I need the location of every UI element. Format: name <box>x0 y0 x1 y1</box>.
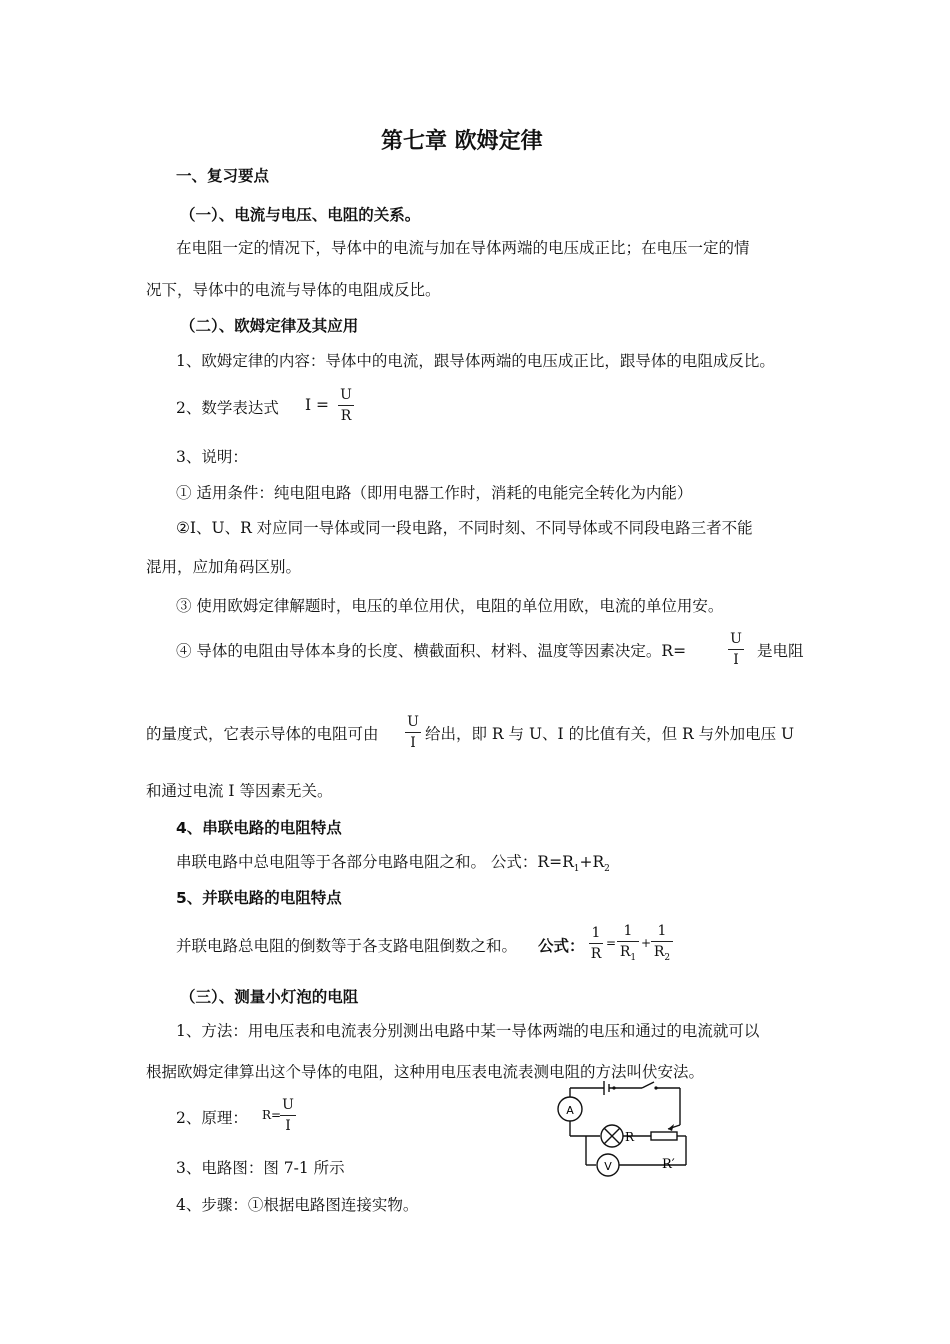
fraction-u-over-r <box>338 388 354 423</box>
parallel-text: 并联电路总电阻的倒数等于各支路电阻倒数之和。 <box>176 937 518 955</box>
denominator: I <box>733 652 739 668</box>
paragraph-line: 1、方法：用电压表和电流表分别测出电路中某一导体两端的电压和通过的电流就可以 <box>176 1022 760 1040</box>
fraction-u-over-i <box>728 632 744 667</box>
principle-formula-lhs: R= <box>262 1108 282 1122</box>
formula-lhs: I = <box>305 396 330 414</box>
fraction-bar <box>338 405 354 406</box>
ammeter-label: A <box>566 1104 574 1117</box>
list-item: 3、电路图：图 7-1 所示 <box>176 1159 345 1177</box>
r2: R <box>653 944 665 960</box>
equals-sign: = <box>606 936 617 950</box>
list-item: 4、步骤：①根据电路图连接实物。 <box>176 1196 419 1214</box>
numerator: U <box>282 1097 294 1113</box>
list-item: 2、数学表达式 <box>176 399 279 417</box>
denominator <box>617 945 639 965</box>
denominator: R <box>340 408 352 424</box>
resistor-label: R <box>625 1130 635 1144</box>
note-line: 给出，即 R 与 U、I 的比值有关，但 R 与外加电压 U <box>425 725 795 743</box>
list-item-heading: 5、并联电路的电阻特点 <box>176 889 342 907</box>
fraction-bar <box>589 943 603 944</box>
circuit-diagram <box>548 1076 698 1184</box>
list-item: 1、欧姆定律的内容：导体中的电流，跟导体两端的电压成正比，跟导体的电阻成反比。 <box>176 352 775 370</box>
list-item: 3、说明： <box>176 448 248 466</box>
note-line: 的量度式，它表示导体的电阻可由 <box>146 725 379 743</box>
fraction-bar <box>280 1115 296 1116</box>
denominator <box>651 945 673 965</box>
voltmeter-label: V <box>604 1160 612 1173</box>
note-line-tail: 是电阻 <box>757 642 804 660</box>
numerator: 1 <box>657 923 667 939</box>
denominator: R <box>590 946 602 962</box>
r1: R <box>619 944 631 960</box>
note-line: 混用，应加角码区别。 <box>146 558 302 576</box>
list-item: 2、原理： <box>176 1109 248 1127</box>
paragraph-line: 在电阻一定的情况下，导体中的电流与加在导体两端的电压成正比；在电压一定的情 <box>176 239 750 257</box>
subscript: 2 <box>664 952 671 963</box>
page-title: 第七章 欧姆定律 <box>381 129 543 154</box>
series-text: 串联电路中总电阻等于各部分电路电阻之和。 公式：R=R <box>176 853 574 871</box>
parallel-formula-label: 公式： <box>538 937 585 955</box>
subsection-heading: （二）、欧姆定律及其应用 <box>180 317 359 335</box>
subsection-heading: （一）、电流与电压、电阻的关系。 <box>180 206 421 224</box>
denominator: I <box>410 735 416 751</box>
numerator: U <box>340 387 352 403</box>
fraction-bar <box>651 941 673 942</box>
fraction-one-over-r1 <box>617 924 639 965</box>
section-heading: 一、复习要点 <box>176 167 270 185</box>
list-item-heading: 4、串联电路的电阻特点 <box>176 819 342 837</box>
fraction-u-over-i <box>280 1098 296 1133</box>
fraction-u-over-i <box>405 715 421 750</box>
rheostat-label: R′ <box>662 1157 675 1172</box>
switch-contact <box>654 1086 657 1089</box>
note-line: ④ 导体的电阻由导体本身的长度、横截面积、材料、温度等因素决定。R= <box>176 642 687 660</box>
numerator: U <box>730 631 742 647</box>
subscript: 1 <box>630 952 637 963</box>
paragraph-line: 根据欧姆定律算出这个导体的电阻，这种用电压表电流表测电阻的方法叫伏安法。 <box>146 1063 705 1081</box>
note-line: ① 适用条件：纯电阻电路（即用电器工作时，消耗的电能完全转化为内能） <box>176 484 693 502</box>
numerator: 1 <box>623 923 633 939</box>
numerator: 1 <box>591 925 601 941</box>
fraction-bar <box>617 941 639 942</box>
note-line: 和通过电流 I 等因素无关。 <box>146 782 333 800</box>
fraction-bar <box>405 732 421 733</box>
subscript: 1 <box>573 864 580 875</box>
series-plus: +R <box>579 853 605 871</box>
fraction-bar <box>728 649 744 650</box>
subsection-heading: （三）、测量小灯泡的电阻 <box>180 988 359 1006</box>
numerator: U <box>407 714 419 730</box>
fraction-one-over-r2 <box>651 924 673 965</box>
switch-contact <box>612 1086 615 1089</box>
plus-sign: + <box>641 936 652 950</box>
note-line: ②I、U、R 对应同一导体或同一段电路，不同时刻、不同导体或不同段电路三者不能 <box>176 519 753 537</box>
series-formula-line <box>176 850 610 874</box>
paragraph-line: 况下，导体中的电流与导体的电阻成反比。 <box>146 281 441 299</box>
denominator: I <box>285 1118 291 1134</box>
subscript: 2 <box>604 864 610 875</box>
note-line: ③ 使用欧姆定律解题时，电压的单位用伏，电阻的单位用欧，电流的单位用安。 <box>176 597 724 615</box>
fraction-one-over-r <box>589 926 603 961</box>
